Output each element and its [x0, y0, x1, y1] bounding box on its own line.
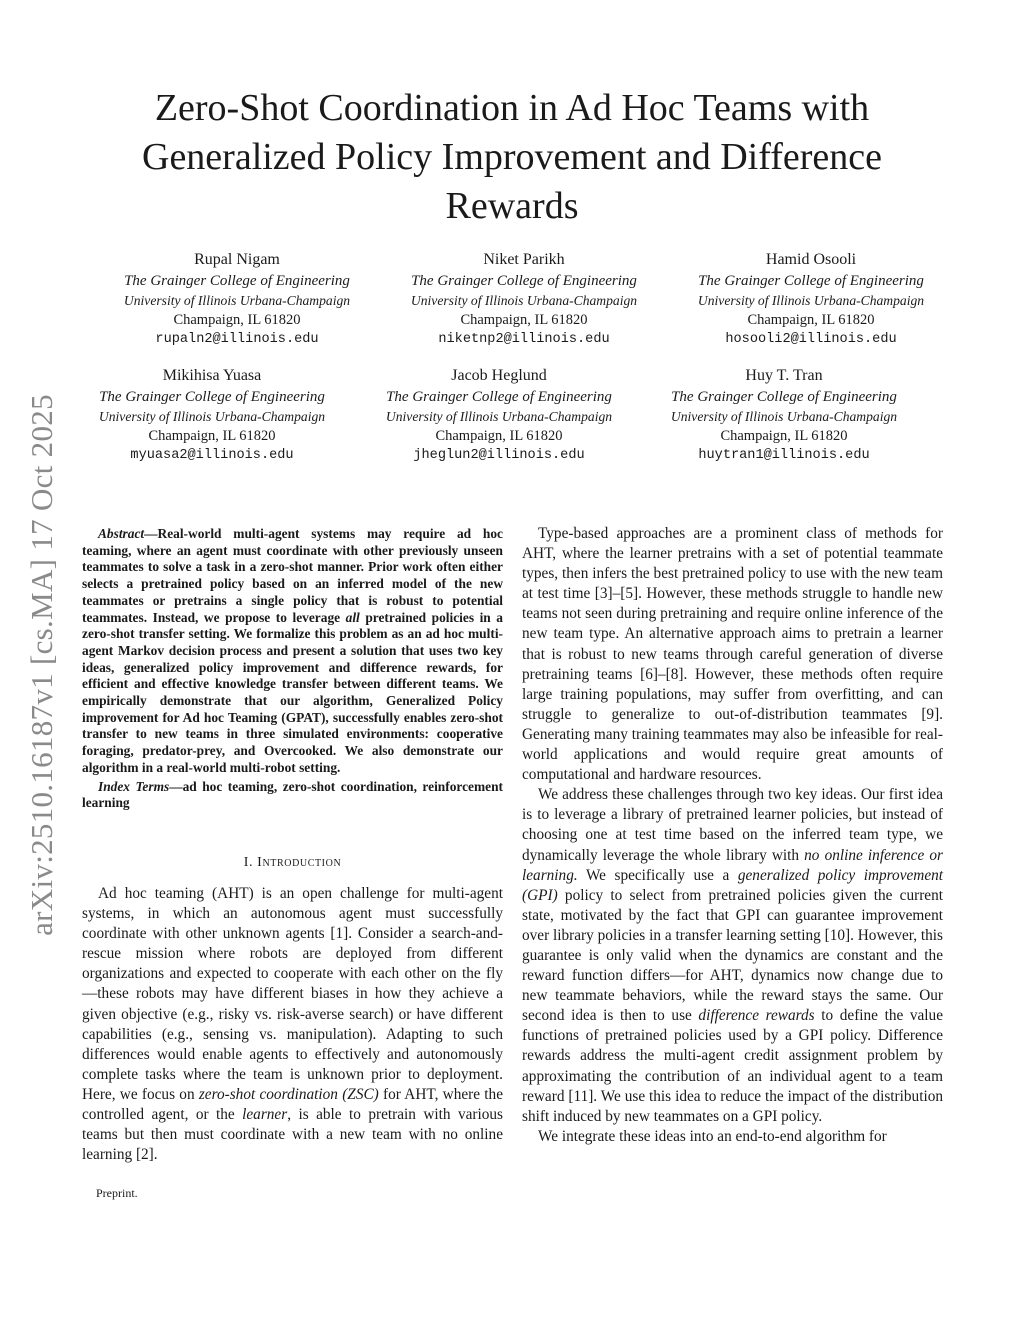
author-city: Champaign, IL 61820: [720, 427, 848, 444]
author-name: Niket Parikh: [483, 251, 565, 268]
abstract-text: —Real-world multi-agent systems may require ad hoc teaming, where an agent must coordinate with other previously unseen teammates to solve a task in a zero-shot manner. Prior work often either selects a pretrained policy based on an inferred model of the new teammates or pretrains a single policy that is robust to potential teammates. Instead, we propose to leverage: [82, 526, 503, 625]
author-block: [87, 250, 387, 350]
body-text: , is able to pretrain with various teams but then must coordinate with a new team with no online learning [2].: [82, 1106, 503, 1164]
body-emphasis: zero-shot coordination (ZSC): [198, 1085, 379, 1103]
abstract-paragraph: [82, 526, 503, 777]
author-block: [634, 366, 934, 466]
author-email: jheglun2@illinois.edu: [413, 448, 585, 463]
body-paragraph: Type-based approaches are a prominent class of methods for AHT, where the learner pretrains with a set of potential teammate types, then infers the best pretrained policy to use with the new team at test time [3]–[5]. However, these methods struggle to handle new teams not seen during pretraining and require online inference of the new team type. An alternative approach aims to pretrain a learner that is robust to new teams through careful generation of diverse pretraining teams [6]–[8]. However, these methods often require large training populations, may suffer from overfitting, and can struggle to generalize to out-of-distribution teammates [9]. Generating many training teammates may also be infeasible for real-world applications and would require great amounts of computational and hardware resources.: [522, 525, 943, 784]
body-text: policy to select from pretrained policies given the current state, motivated by the fact that GPI can guarantee improvement over library policies in a transfer learning setting [10]. However, this guarantee is only valid when the dynamics are constant and the reward function differs—for AHT, dynamics now change due to new teammate behaviors, while the reward stays the same. Our second idea is then to use: [522, 886, 943, 1025]
author-email: hosooli2@illinois.edu: [725, 332, 897, 347]
author-city: Champaign, IL 61820: [460, 311, 588, 328]
intro-right-column: [522, 524, 943, 1147]
author-city: Champaign, IL 61820: [435, 427, 563, 444]
author-block: [349, 366, 649, 466]
body-text: We specifically use a: [577, 866, 738, 884]
body-paragraph: [82, 884, 503, 1165]
author-city: Champaign, IL 61820: [747, 311, 875, 328]
author-block: [62, 366, 362, 466]
body-emphasis: difference rewards: [698, 1007, 815, 1025]
index-terms: [82, 779, 503, 812]
author-name: Jacob Heglund: [451, 367, 547, 384]
section-heading: I. Introduction: [243, 855, 342, 870]
author-email: myuasa2@illinois.edu: [130, 448, 294, 463]
abstract: [82, 526, 503, 812]
arxiv-identifier: arXiv:2510.16187v1 [cs.MA] 17 Oct 2025: [24, 394, 59, 936]
author-name: Huy T. Tran: [745, 367, 823, 384]
paper-title: Zero-Shot Coordination in Ad Hoc Teams with Generalized Policy Improvement and Difference Rewards: [142, 87, 882, 227]
author-block: [661, 250, 961, 350]
author-email: huytran1@illinois.edu: [698, 448, 870, 463]
author-affiliation: The Grainger College of Engineering: [671, 388, 897, 405]
author-city: Champaign, IL 61820: [148, 427, 276, 444]
author-affiliation: The Grainger College of Engineering: [698, 272, 924, 289]
body-emphasis: generalized policy improvement (GPI): [522, 866, 944, 904]
body-emphasis: learner: [242, 1106, 288, 1124]
body-emphasis: no online inference or learning.: [522, 846, 943, 884]
author-university: University of Illinois Urbana-Champaign: [410, 293, 638, 308]
footnote: Preprint.: [96, 1186, 138, 1200]
author-email: rupaln2@illinois.edu: [155, 332, 319, 347]
author-city: Champaign, IL 61820: [173, 311, 301, 328]
author-affiliation: The Grainger College of Engineering: [411, 272, 637, 289]
intro-left-column: [82, 884, 503, 1165]
author-affiliation: The Grainger College of Engineering: [124, 272, 350, 289]
index-terms-label: Index Terms: [98, 778, 170, 794]
author-affiliation: The Grainger College of Engineering: [99, 388, 325, 405]
body-text: We address these challenges through two key ideas. Our first idea is to leverage a library of pretrained learner policies, but instead of choosing one at test time based on the inferred team type, we dynamically leverage the whole library with: [522, 786, 943, 864]
author-university: University of Illinois Urbana-Champaign: [98, 409, 326, 424]
author-name: Rupal Nigam: [194, 251, 280, 268]
body-paragraph: [522, 785, 943, 1127]
body-text: to define the value functions of pretrained policies used by a GPI policy. Difference rewards address the multi-agent credit assignment problem by approximating the contribution of an individual agent to a team reward [11]. We use this idea to reduce the impact of the distribution shift induced by new teammates on a GPI policy.: [522, 1007, 943, 1125]
author-university: University of Illinois Urbana-Champaign: [697, 293, 925, 308]
abstract-emphasis: all: [345, 609, 360, 625]
author-university: University of Illinois Urbana-Champaign: [670, 409, 898, 424]
author-block: [374, 250, 674, 350]
abstract-text-continued: pretrained policies in a zero-shot transfer setting. We formalize this problem as an ad hoc multi-agent Markov decision process and present a solution that uses two key ideas, generalized policy improvement and difference rewards, for efficient and effective knowledge transfer between different teams. We empirically demonstrate that our algorithm, Generalized Policy improvement for Ad hoc Teaming (GPAT), successfully enables zero-shot transfer to new teams in three simulated environments: cooperative foraging, predator-prey, and Overcooked. We also demonstrate our algorithm in a real-world multi-robot setting.: [82, 609, 504, 775]
abstract-label: Abstract: [98, 526, 145, 541]
body-text: for AHT, where the controlled agent, or the: [82, 1085, 503, 1124]
author-email: niketnp2@illinois.edu: [438, 332, 610, 347]
author-affiliation: The Grainger College of Engineering: [386, 388, 612, 405]
index-terms-text: —ad hoc teaming, zero-shot coordination, reinforcement learning: [82, 778, 503, 811]
author-university: University of Illinois Urbana-Champaign: [385, 409, 613, 424]
body-text: Ad hoc teaming (AHT) is an open challenge for multi-agent systems, in which an autonomous agent must successfully coordinate with other unknown agents [1]. Consider a search-and-rescue mission where robots are deployed from different organizations and expected to cooperate with each other on the fly—these robots may have different biases in how they achieve a given objective (e.g., risky vs. risk-averse search) or have different capabilities (e.g., sensing vs. manipulation). Adapting to such differences would enable agents to effectively and autonomously complete tasks where the team is unknown prior to deployment. Here, we focus on: [82, 885, 503, 1103]
body-paragraph: We integrate these ideas into an end-to-end algorithm for: [538, 1127, 887, 1145]
author-name: Hamid Osooli: [765, 251, 857, 268]
author-name: Mikihisa Yuasa: [162, 367, 262, 384]
author-university: University of Illinois Urbana-Champaign: [123, 293, 351, 308]
